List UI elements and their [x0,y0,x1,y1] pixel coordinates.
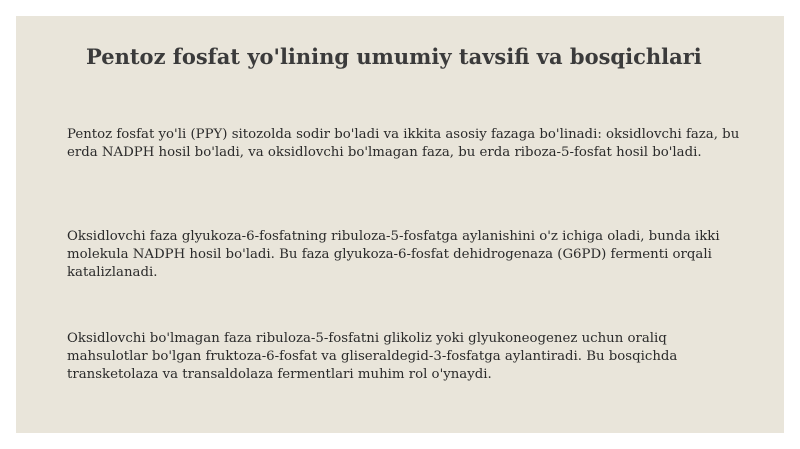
paragraph-non-oxidative-phase: Oksidlovchi bo'lmagan faza ribuloza-5-fosfatni glikoliz yoki glyukoneogenez uchun oraliq mahsulotlar bo'lgan fruktoza-6-fosfat va gliseraldegid-3-fosfatga aylantiradi. Bu bosqichda transketolaza va transaldolaza fermentlari muhim rol o'ynaydi. [67,331,678,382]
slide [16,16,784,433]
slide-title: Pentoz fosfat yo'lining umumiy tavsifi va bosqichlari [86,44,702,69]
paragraph-oxidative-phase: Oksidlovchi faza glyukoza-6-fosfatning ribuloza-5-fosfatga aylanishini o'z ichiga oladi, bunda ikki molekula NADPH hosil bo'ladi. Bu faza glyukoza-6-fosfat dehidrogenaza (G6PD) fermenti orqali katalizlanadi. [67,229,720,280]
paragraph-overview: Pentoz fosfat yo'li (PPY) sitozolda sodir bo'ladi va ikkita asosiy fazaga bo'linadi: oksidlovchi faza, bu erda NADPH hosil bo'ladi, va oksidlovchi bo'lmagan faza, bu erda riboza-5-fosfat hosil bo'ladi. [67,127,740,160]
